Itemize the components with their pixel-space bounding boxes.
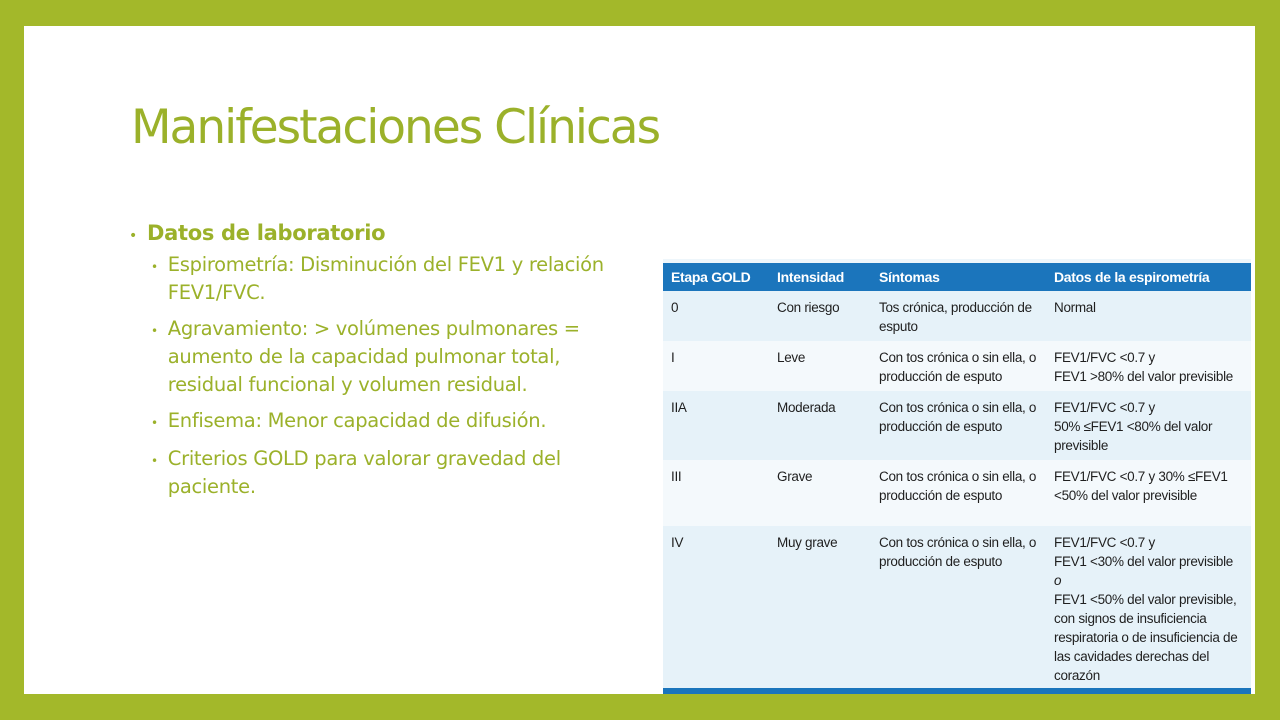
gold-table-image: [663, 259, 1251, 694]
bullet-icon: •: [151, 454, 158, 468]
cell-intensity: Moderada: [777, 400, 836, 415]
bullet-text: Espirometría: Disminución del FEV1 y relación FEV1/FVC.: [167, 253, 604, 304]
column-header: Datos de la espirometría: [1054, 268, 1210, 285]
cell-intensity: Muy grave: [777, 535, 838, 550]
table-row: [663, 526, 1251, 690]
spiro-line: FEV1 >80% del valor previsible: [1054, 369, 1233, 384]
bullet-text: Enfisema: Menor capacidad de difusión.: [167, 409, 547, 432]
section-heading-text: Datos de laboratorio: [146, 221, 386, 245]
bullet-text: Agravamiento: > volúmenes pulmonares = aumento de la capacidad pulmonar total, residual funcional y volumen residual.: [167, 317, 580, 396]
bullet-text: Criterios GOLD para valorar gravedad del paciente.: [167, 447, 561, 498]
slide-body: [129, 221, 649, 509]
column-header: Síntomas: [879, 268, 940, 285]
bullet-list: [129, 251, 649, 501]
cell-spirometry: [1046, 526, 1251, 690]
cell-stage: I: [671, 350, 675, 365]
section-heading: [129, 221, 649, 245]
spiro-line: FEV1/FVC <0.7 y: [1054, 535, 1155, 550]
bullet-icon: •: [151, 260, 158, 274]
cell-spirometry: [1046, 460, 1251, 526]
cell-symptoms: Con tos crónica o sin ella, o producción de esputo: [879, 535, 1037, 569]
gold-table: [663, 263, 1251, 690]
bullet-icon: •: [151, 416, 158, 430]
cell-stage: IIA: [671, 400, 687, 415]
slide-title: Manifestaciones Clínicas: [131, 100, 660, 155]
spiro-line: FEV1/FVC <0.7 y: [1054, 400, 1155, 415]
cell-symptoms: Con tos crónica o sin ella, o producción de esputo: [879, 400, 1037, 434]
table-row: [663, 341, 1251, 391]
cell-stage: III: [671, 469, 682, 484]
slide: [24, 26, 1255, 694]
spiro-line: 50% ≤FEV1 <80% del valor previsible: [1054, 419, 1213, 453]
cell-stage: IV: [671, 535, 684, 550]
table-row: [663, 291, 1251, 341]
cell-spirometry: [1046, 341, 1251, 391]
spiro-line: FEV1 <50% del valor previsible, con signos de insuficiencia respiratoria o de insuficiencia de las cavidades derechas del corazón: [1054, 592, 1238, 683]
table-row: [663, 460, 1251, 526]
spiro-line: o: [1054, 573, 1062, 588]
bullet-icon: •: [129, 228, 137, 244]
list-item: [129, 251, 649, 307]
table-row: [663, 391, 1251, 460]
cell-spirometry: [1046, 291, 1251, 341]
spiro-line: FEV1/FVC <0.7 y: [1054, 350, 1155, 365]
table-header-row: [663, 263, 1251, 291]
list-item: [129, 315, 649, 399]
cell-intensity: Con riesgo: [777, 300, 840, 315]
cell-symptoms: Tos crónica, producción de esputo: [879, 300, 1032, 334]
bullet-icon: •: [151, 324, 158, 338]
spiro-line: Normal: [1054, 300, 1096, 315]
column-header: Intensidad: [777, 268, 845, 285]
column-header: Etapa GOLD: [671, 268, 751, 285]
cell-symptoms: Con tos crónica o sin ella, o producción de esputo: [879, 350, 1037, 384]
spiro-line: FEV1/FVC <0.7 y 30% ≤FEV1 <50% del valor previsible: [1054, 469, 1228, 503]
list-item: [129, 407, 649, 437]
cell-stage: 0: [671, 300, 679, 315]
cell-symptoms: Con tos crónica o sin ella, o producción de esputo: [879, 469, 1037, 503]
cell-intensity: Grave: [777, 469, 813, 484]
cell-spirometry: [1046, 391, 1251, 460]
list-item: [129, 445, 649, 501]
cell-intensity: Leve: [777, 350, 806, 365]
spiro-line: FEV1 <30% del valor previsible: [1054, 554, 1233, 569]
table-bottom-rule: [663, 688, 1251, 694]
